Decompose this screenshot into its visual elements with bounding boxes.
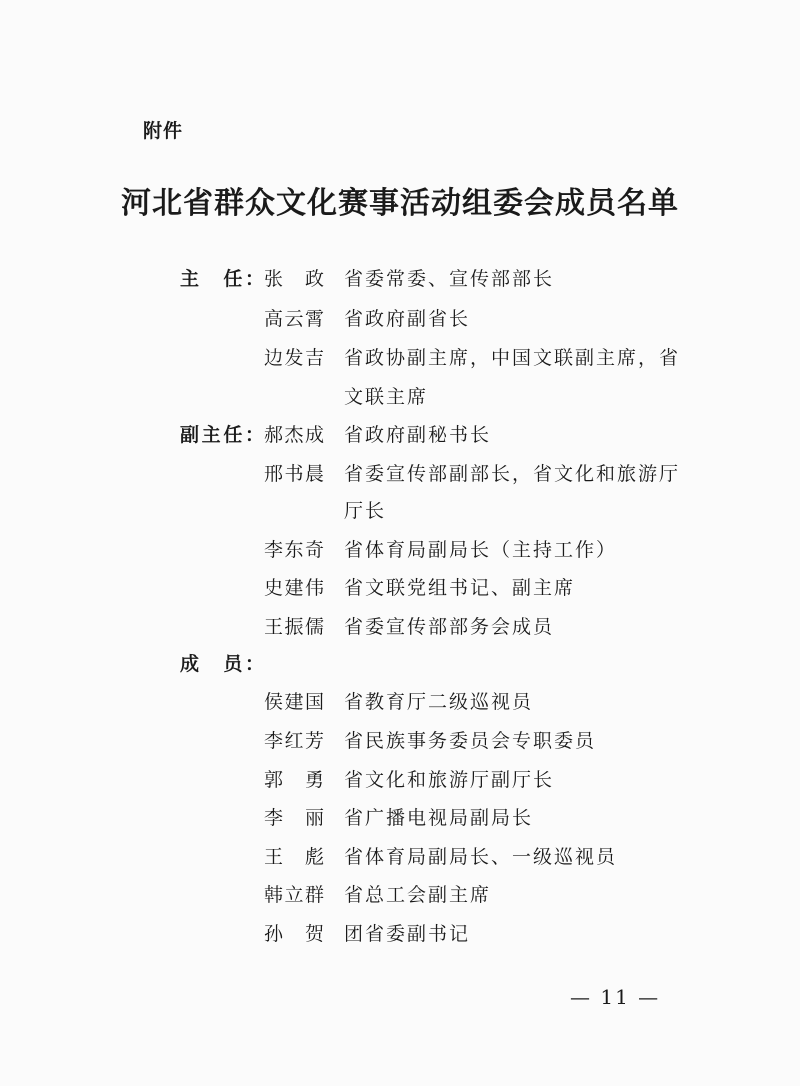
member-position: 省体育局副局长、一级巡视员: [344, 846, 618, 868]
member-name: 韩立群: [264, 884, 324, 906]
role-label-deputy-director: 副主任：: [180, 424, 264, 446]
member-name: 李 丽: [264, 807, 324, 829]
member-position-continued: 厅长: [344, 500, 387, 522]
member-position: 省委宣传部部务会成员: [344, 616, 555, 638]
member-name: 侯建国: [264, 691, 324, 713]
member-name: 郝杰成: [264, 424, 324, 446]
member-name: 李东奇: [264, 539, 324, 561]
role-label-director: 主 任：: [180, 268, 264, 290]
member-name: 王 彪: [264, 846, 324, 868]
member-position: 省教育厅二级巡视员: [344, 691, 534, 713]
document-title: 河北省群众文化赛事活动组委会成员名单: [121, 186, 679, 221]
member-position: 省政府副省长: [344, 308, 471, 330]
member-position: 省委常委、宣传部部长: [344, 268, 555, 290]
role-label-members: 成 员：: [180, 653, 264, 675]
member-name: 李红芳: [264, 730, 324, 752]
member-position: 省政府副秘书长: [344, 424, 492, 446]
member-name: 孙 贺: [264, 923, 324, 945]
member-position: 省体育局副局长（主持工作）: [344, 539, 618, 561]
attachment-label: 附件: [143, 120, 184, 142]
member-name: 邢书晨: [264, 463, 324, 485]
member-position: 省委宣传部副部长，省文化和旅游厅: [344, 463, 681, 485]
member-name: 史建伟: [264, 577, 324, 599]
member-position: 省民族事务委员会专职委员: [344, 730, 597, 752]
member-name: 张 政: [264, 268, 324, 290]
member-name: 高云霄: [264, 308, 324, 330]
member-name: 边发吉: [264, 347, 324, 369]
member-position: 省文化和旅游厅副厅长: [344, 769, 555, 791]
member-position-continued: 文联主席: [344, 386, 429, 408]
member-position: 省文联党组书记、副主席: [344, 577, 576, 599]
member-name: 王振儒: [264, 616, 324, 638]
page-number: — 11 —: [570, 985, 661, 1009]
member-position: 省总工会副主席: [344, 884, 492, 906]
member-name: 郭 勇: [264, 769, 324, 791]
member-position: 省政协副主席，中国文联副主席，省: [344, 347, 681, 369]
member-position: 省广播电视局副局长: [344, 807, 534, 829]
member-position: 团省委副书记: [344, 923, 471, 945]
